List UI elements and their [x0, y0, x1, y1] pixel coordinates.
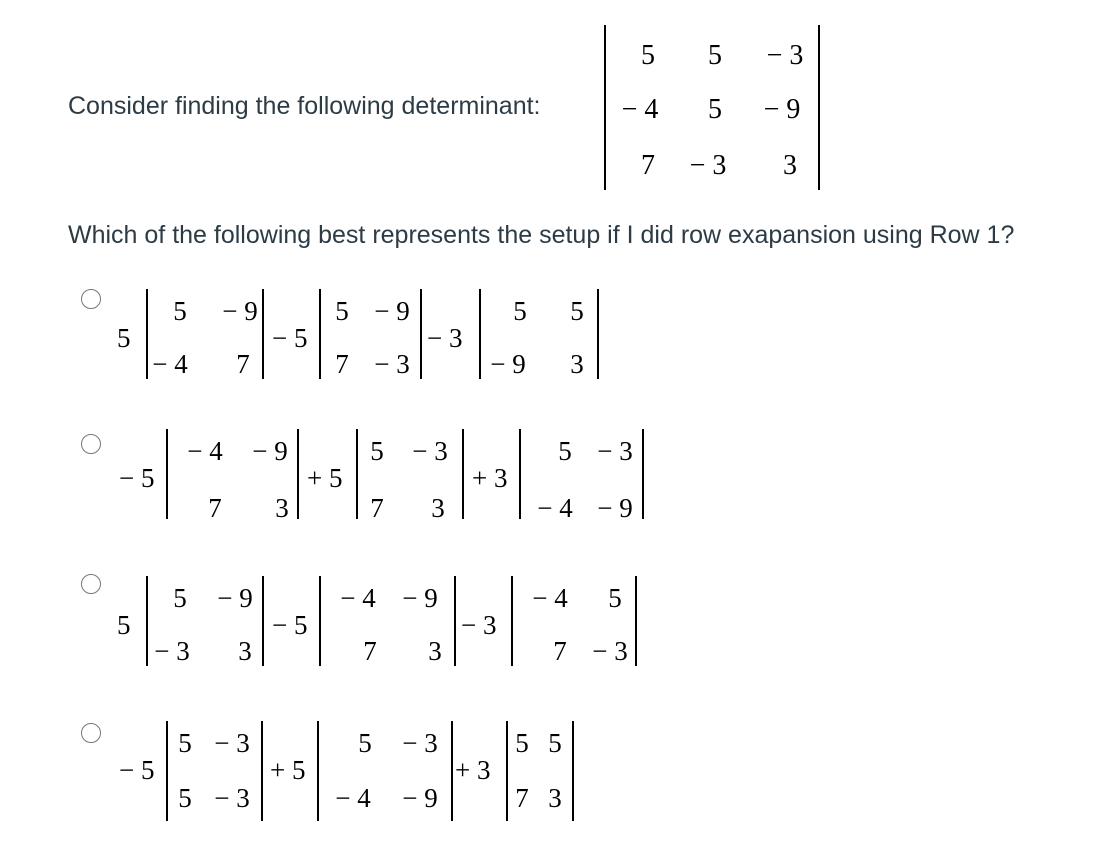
matrix-cell: 3 [783, 150, 797, 181]
option-coefficient: + 3 [455, 755, 491, 785]
minor-cell: 5 [173, 583, 187, 613]
minor-cell: 5 [358, 728, 372, 758]
minor-cell: − 4 [187, 436, 223, 466]
option-coefficient: − 5 [119, 755, 155, 785]
minor-cell: 3 [548, 783, 562, 813]
option-3-radio[interactable] [81, 574, 101, 594]
option-coefficient: − 5 [272, 610, 308, 640]
minor-cell: − 4 [537, 493, 573, 523]
matrix-cell: 7 [641, 150, 655, 181]
minor-cell: − 4 [532, 583, 568, 613]
minor-cell: 7 [515, 783, 529, 813]
matrix-cell: 5 [708, 40, 722, 71]
minor-cell: − 4 [340, 583, 376, 613]
option-2-radio[interactable] [81, 434, 101, 454]
minor-cell: 3 [275, 493, 289, 523]
question-prompt: Consider finding the following determinant: [68, 92, 541, 120]
minor-cell: − 3 [597, 436, 633, 466]
minor-cell: 7 [363, 636, 377, 666]
matrix-cell: − 9 [763, 94, 801, 125]
minor-cell: 7 [236, 349, 250, 379]
minor-cell: − 4 [335, 783, 371, 813]
minor-cell: − 9 [402, 583, 438, 613]
option-coefficient: 5 [117, 610, 131, 640]
minor-cell: 5 [513, 296, 527, 326]
minor-cell: − 3 [412, 436, 448, 466]
minor-cell: − 9 [402, 783, 438, 813]
matrix-cell: − 3 [766, 40, 804, 71]
minor-cell: − 3 [592, 636, 628, 666]
minor-cell: − 9 [597, 493, 633, 523]
minor-cell: 3 [570, 349, 584, 379]
option-coefficient: + 5 [270, 755, 306, 785]
option-coefficient: + 5 [307, 463, 343, 493]
option-1-radio[interactable] [81, 289, 101, 309]
option-coefficient: + 3 [472, 463, 508, 493]
option-4-expression [115, 717, 585, 827]
minor-cell: 7 [335, 349, 349, 379]
minor-cell: − 9 [374, 296, 410, 326]
minor-cell: 3 [428, 636, 442, 666]
matrix-cell: − 4 [621, 94, 659, 125]
option-4-radio[interactable] [81, 723, 101, 743]
minor-cell: − 9 [217, 583, 253, 613]
option-coefficient: − 5 [119, 463, 155, 493]
minor-cell: 5 [370, 436, 384, 466]
minor-cell: 5 [173, 296, 187, 326]
minor-cell: 5 [178, 783, 192, 813]
minor-cell: 3 [238, 636, 252, 666]
minor-cell: 7 [553, 636, 567, 666]
option-coefficient: − 5 [272, 323, 308, 353]
option-coefficient: − 3 [461, 610, 497, 640]
minor-cell: 5 [570, 296, 584, 326]
minor-cell: 5 [335, 296, 349, 326]
option-1-expression [115, 285, 605, 385]
minor-cell: 5 [608, 583, 622, 613]
minor-cell: 5 [515, 728, 529, 758]
minor-cell: − 3 [214, 783, 250, 813]
minor-cell: 5 [178, 728, 192, 758]
option-coefficient: 5 [117, 323, 131, 353]
minor-cell: − 9 [252, 436, 288, 466]
minor-cell: − 3 [154, 636, 190, 666]
option-2-expression [115, 425, 655, 525]
matrix-cell: 5 [641, 40, 655, 71]
minor-cell: − 3 [214, 728, 250, 758]
minor-cell: − 3 [374, 349, 410, 379]
option-3-expression [115, 572, 645, 672]
main-determinant [600, 22, 830, 194]
matrix-cell: 5 [708, 94, 722, 125]
minor-cell: − 3 [402, 728, 438, 758]
question-text: Which of the following best represents the setup if I did row exapansion using Row 1? [68, 221, 1015, 249]
minor-cell: − 9 [490, 349, 526, 379]
minor-cell: 7 [370, 493, 384, 523]
minor-cell: 7 [208, 493, 222, 523]
minor-cell: 5 [558, 436, 572, 466]
matrix-cell: − 3 [689, 150, 727, 181]
option-coefficient: − 3 [427, 323, 463, 353]
minor-cell: − 9 [222, 296, 258, 326]
minor-cell: − 4 [152, 349, 188, 379]
minor-cell: 5 [548, 728, 562, 758]
minor-cell: 3 [431, 493, 445, 523]
